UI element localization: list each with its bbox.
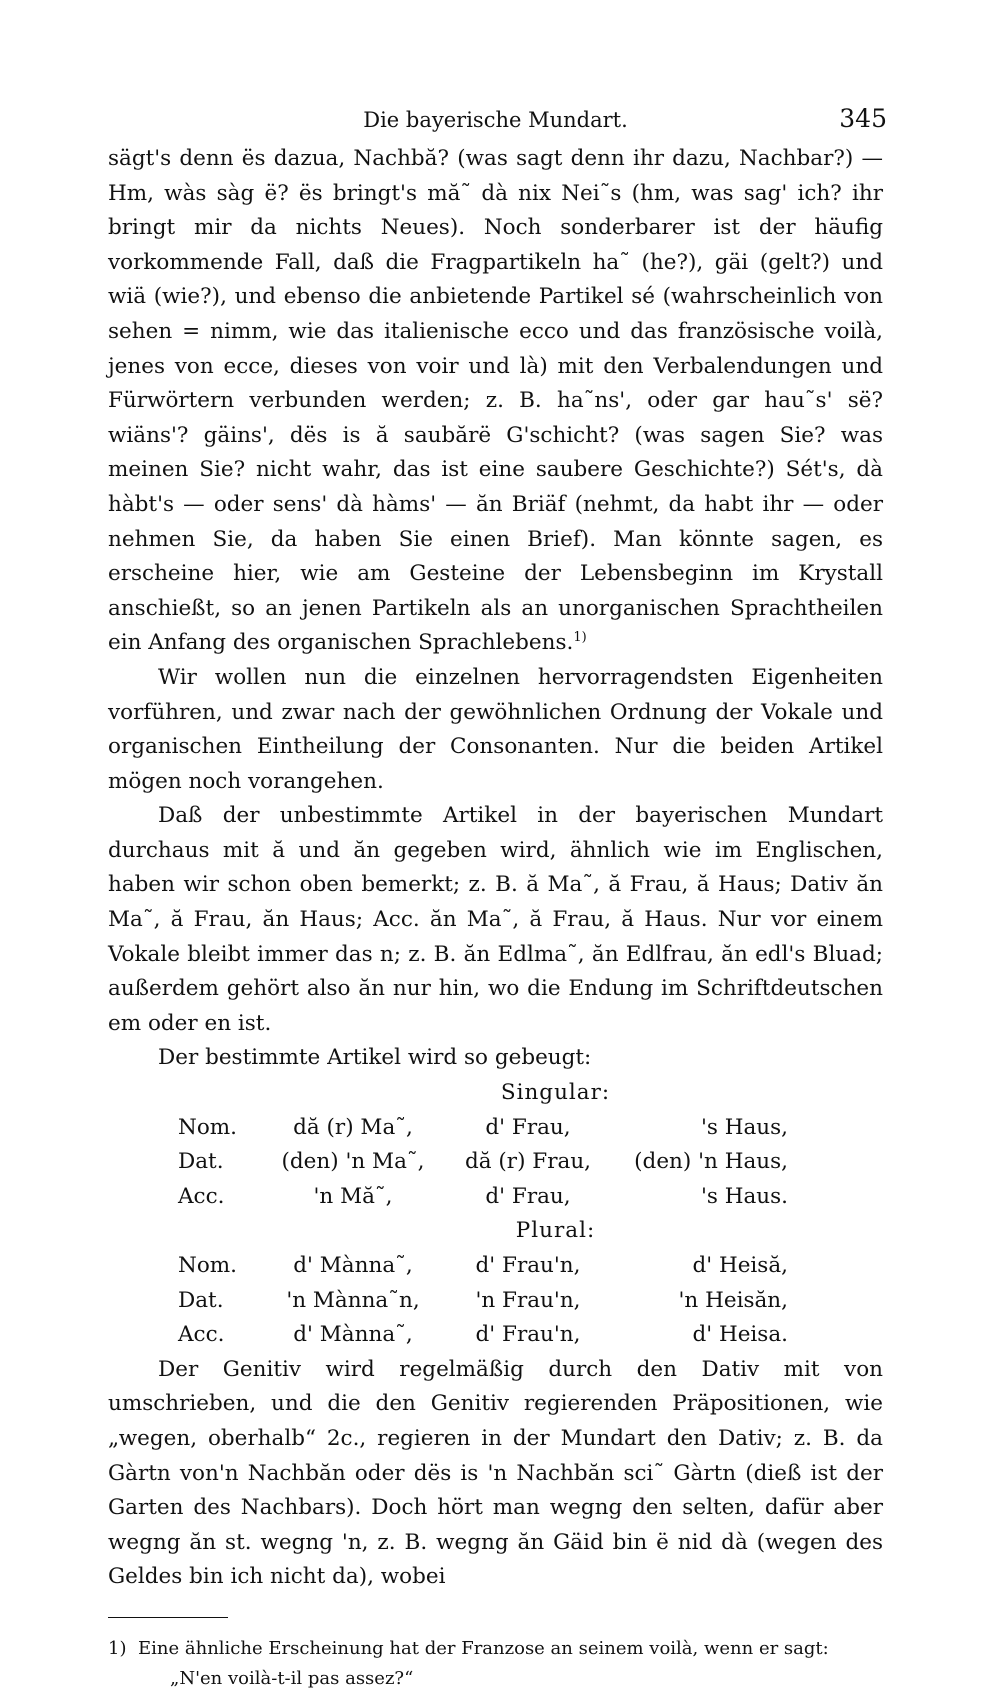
paragraph-text: sägt's denn ës dazua, Nachbă? (was sagt denn ihr dazu, Nachbar?) — Hm, wàs sàg ë? ës bringt's mă˜ dà nix Nei˜s (hm, was sag' ich? ihr bringt mir da nichts Neues). Noch sonderbarer ist der häufig vorkommende Fall, daß die Fragpartikeln ha˜ (he?), gäi (gelt?) und wiä (wie?), und ebenso die anbietende Partikel sé (wahrscheinlich von sehen = nimm, wie das italienische ecco und das französische voilà, jenes von ecce, dieses von voir und là) mit den Verbalendungen und Fürwörtern verbunden werden; z. B. ha˜ns', oder gar hau˜s' së? wiäns'? gäins', dës is ă saubărë G'schicht? (was sagen Sie? was meinen Sie? nicht wahr, das ist eine saubere Geschichte?) Sét's, dà hàbt's — oder sens' dà hàms' — ăn Briäf (nehmt, da habt ihr — oder nehmen Sie, da haben Sie einen Brief). Man könnte sagen, es erscheine hier, wie am Gesteine der Lebensbeginn im Krystall anschießt, so an jenen Partikeln als an unorganischen Sprachtheilen ein Anfang des organischen Sprachlebens. (108, 146, 883, 656)
neuter-form: d' Heisa. (692, 1322, 788, 1348)
paragraph (108, 142, 883, 661)
paragraph: Der Genitiv wird regelmäßig durch den Dativ mit von umschrieben, und die den Genitiv regierenden Präpositionen, wie „wegen, oberhalb“ 2c., regieren in der Mundart den Dativ; z. B. da Gàrtn von'n Nachbăn oder dës is 'n Nachbăn sci˜ Gàrtn (dieß ist der Garten des Nachbars). Doch hört man wegng den selten, dafür aber wegng ăn st. wegng 'n, z. B. wegng ăn Gäid bin ë nid dà (wegen des Geldes bin ich nicht da), wobei (108, 1356, 883, 1590)
running-head (108, 104, 887, 142)
masculine-form: 'n Mànna˜n, (286, 1287, 420, 1313)
neuter-form: 'n Heisăn, (678, 1287, 788, 1313)
feminine-form: d' Frau, (485, 1183, 571, 1209)
feminine-form: d' Frau'n, (475, 1322, 581, 1348)
neuter-form: 's Haus. (700, 1183, 788, 1209)
footnote-quote: „N'en voilà-t-il pas assez?“ (170, 1667, 414, 1689)
masculine-form: dă (r) Ma˜, (293, 1114, 413, 1140)
case-label: Dat. (178, 1287, 224, 1313)
feminine-form: 'n Frau'n, (475, 1287, 581, 1313)
case-label: Acc. (178, 1322, 225, 1348)
paragraph: Wir wollen nun die einzelnen hervorragendsten Eigenheiten vorführen, und zwar nach der gewöhnlichen Ordnung der Vokale und organischen Eintheilung der Consonanten. Nur die beiden Artikel mögen noch vorangehen. (108, 664, 883, 794)
table-row (178, 1145, 788, 1180)
footnote-text: Eine ähnliche Erscheinung hat der Franzose an seinem voilà, wenn er sagt: (138, 1637, 829, 1659)
feminine-form: dă (r) Frau, (465, 1149, 591, 1175)
neuter-form: (den) 'n Haus, (634, 1149, 788, 1175)
paragraph: Daß der unbestimmte Artikel in der bayerischen Mundart durchaus mit ă und ăn gegeben wird, ähnlich wie im Englischen, haben wir schon oben bemerkt; z. B. ă Ma˜, ă Frau, ă Haus; Dativ ăn Ma˜, ă Frau, ăn Haus; Acc. ăn Ma˜, ă Frau, ă Haus. Nur vor einem Vokale bleibt immer das n; z. B. ăn Edlma˜, ăn Edlfrau, ăn edl's Bluad; außerdem gehört also ăn nur hin, wo die Endung im Schriftdeutschen em oder en ist. (108, 803, 883, 1036)
case-label: Dat. (178, 1149, 224, 1175)
neuter-form: 's Haus, (700, 1114, 788, 1140)
declension-intro: Der bestimmte Artikel wird so gebeugt: (158, 1045, 592, 1071)
footnote-reference: 1) (573, 630, 587, 646)
masculine-form: (den) 'n Ma˜, (281, 1149, 425, 1175)
masculine-form: d' Mànna˜, (293, 1322, 413, 1348)
plural-table (178, 1249, 788, 1353)
footnote-line (108, 1634, 883, 1664)
feminine-form: d' Frau, (485, 1114, 571, 1140)
table-row (178, 1180, 788, 1215)
page-number: 345 (839, 104, 887, 133)
table-row (178, 1111, 788, 1146)
masculine-form: d' Mànna˜, (293, 1253, 413, 1278)
footnote-divider (108, 1617, 228, 1618)
case-label: Nom. (178, 1253, 237, 1278)
singular-table (178, 1111, 788, 1215)
book-page (108, 104, 887, 1694)
table-row (178, 1318, 788, 1353)
body-text (108, 142, 883, 1595)
neuter-form: d' Heisă, (692, 1253, 788, 1278)
case-label: Nom. (178, 1114, 237, 1140)
table-row (178, 1284, 788, 1319)
case-label: Acc. (178, 1183, 225, 1209)
table-row (178, 1249, 788, 1284)
plural-heading: Plural: (515, 1218, 596, 1244)
singular-heading: Singular: (500, 1080, 611, 1106)
running-head-title: Die bayerische Mundart. (363, 108, 628, 132)
feminine-form: d' Frau'n, (475, 1253, 581, 1278)
footnote-mark: 1) (108, 1637, 127, 1659)
footnote (108, 1634, 883, 1694)
masculine-form: 'n Mă˜, (313, 1183, 393, 1209)
